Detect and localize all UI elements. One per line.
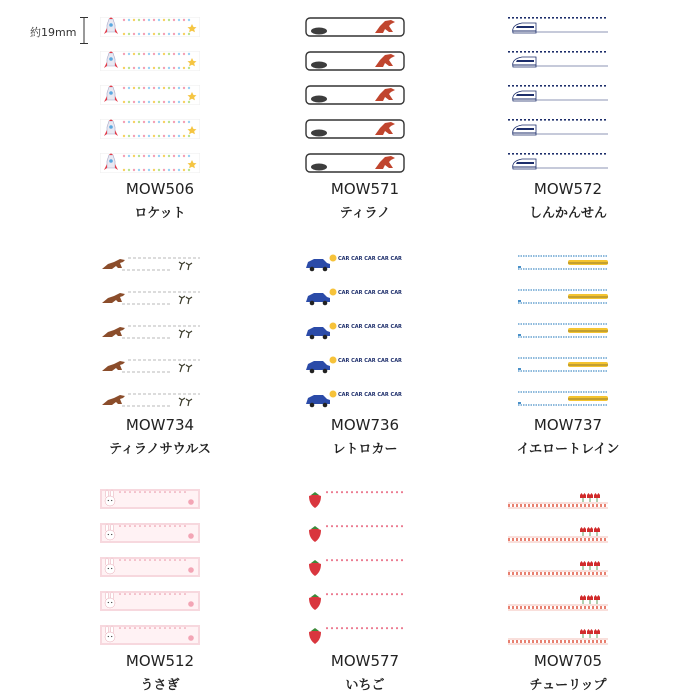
product-name: チューリップ <box>529 678 607 693</box>
name-label-sample-yellow-train <box>508 287 608 307</box>
tyranno-frame-label-icon <box>305 153 405 173</box>
product-name: イエロートレイン <box>516 442 620 457</box>
name-label-sample-rabbit <box>100 591 200 611</box>
name-label-sample-tulip <box>508 523 608 543</box>
name-label-sample-rocket <box>100 153 200 173</box>
product-code: MOW705 <box>533 652 603 670</box>
yellow-train-label-icon <box>508 389 608 409</box>
product-code: MOW506 <box>125 180 195 198</box>
name-label-sample-rocket <box>100 85 200 105</box>
retrocar-label-icon <box>305 355 405 375</box>
shinkansen-label-icon <box>508 51 608 71</box>
name-label-sample-trex-dash <box>100 253 200 273</box>
shinkansen-label-icon <box>508 17 608 37</box>
rocket-label-icon <box>100 51 200 71</box>
rocket-label-icon <box>100 17 200 37</box>
car-strip-text: CAR CAR CAR CAR CAR <box>338 392 402 398</box>
tulip-label-icon <box>508 523 608 543</box>
retrocar-label-icon <box>305 389 405 409</box>
trex-dash-label-icon <box>100 355 200 375</box>
name-label-sample-rocket <box>100 119 200 139</box>
name-label-sample-shinkansen <box>508 51 608 71</box>
tulip-label-icon <box>508 591 608 611</box>
tulip-label-icon <box>508 625 608 645</box>
car-strip-text: CAR CAR CAR CAR CAR <box>338 256 402 262</box>
name-label-sample-retrocar <box>305 321 405 341</box>
rabbit-label-icon <box>100 523 200 543</box>
product-code: MOW571 <box>330 180 400 198</box>
yellow-train-label-icon <box>508 287 608 307</box>
car-strip-text: CAR CAR CAR CAR CAR <box>338 290 402 296</box>
rabbit-label-icon <box>100 557 200 577</box>
name-label-sample-tyranno-frame <box>305 119 405 139</box>
yellow-train-label-icon <box>508 253 608 273</box>
name-label-sample-retrocar <box>305 389 405 409</box>
product-code: MOW512 <box>125 652 195 670</box>
name-label-sample-trex-dash <box>100 287 200 307</box>
trex-dash-label-icon <box>100 389 200 409</box>
name-label-sample-tyranno-frame <box>305 85 405 105</box>
name-label-sample-tyranno-frame <box>305 153 405 173</box>
name-label-sample-rocket <box>100 17 200 37</box>
strawberry-label-icon <box>305 489 405 509</box>
name-label-sample-shinkansen <box>508 85 608 105</box>
retrocar-label-icon <box>305 287 405 307</box>
name-label-sample-tulip <box>508 557 608 577</box>
name-label-sample-rabbit <box>100 523 200 543</box>
strawberry-label-icon <box>305 557 405 577</box>
product-name: レトロカー <box>332 442 398 457</box>
tulip-label-icon <box>508 557 608 577</box>
name-label-sample-tyranno-frame <box>305 51 405 71</box>
name-label-sample-rocket <box>100 51 200 71</box>
yellow-train-label-icon <box>508 355 608 375</box>
strawberry-label-icon <box>305 625 405 645</box>
rabbit-label-icon <box>100 489 200 509</box>
name-label-sample-yellow-train <box>508 389 608 409</box>
shinkansen-label-icon <box>508 119 608 139</box>
name-label-sample-shinkansen <box>508 119 608 139</box>
name-label-sample-retrocar <box>305 253 405 273</box>
trex-dash-label-icon <box>100 287 200 307</box>
tyranno-frame-label-icon <box>305 51 405 71</box>
tyranno-frame-label-icon <box>305 119 405 139</box>
size-bracket-icon <box>80 17 88 44</box>
car-strip-text: CAR CAR CAR CAR CAR <box>338 358 402 364</box>
name-label-sample-rabbit <box>100 489 200 509</box>
strawberry-label-icon <box>305 523 405 543</box>
shinkansen-label-icon <box>508 85 608 105</box>
product-name: ティラノサウルス <box>109 442 211 457</box>
product-code: MOW577 <box>330 652 400 670</box>
tulip-label-icon <box>508 489 608 509</box>
yellow-train-label-icon <box>508 321 608 341</box>
name-label-sample-yellow-train <box>508 355 608 375</box>
name-label-sample-tyranno-frame <box>305 17 405 37</box>
name-label-sample-trex-dash <box>100 321 200 341</box>
rocket-label-icon <box>100 153 200 173</box>
product-name: ロケット <box>134 206 186 221</box>
name-label-sample-strawberry <box>305 625 405 645</box>
trex-dash-label-icon <box>100 253 200 273</box>
name-label-sample-strawberry <box>305 489 405 509</box>
name-label-sample-rabbit <box>100 625 200 645</box>
tyranno-frame-label-icon <box>305 17 405 37</box>
name-label-sample-trex-dash <box>100 355 200 375</box>
rabbit-label-icon <box>100 625 200 645</box>
product-name: しんかんせん <box>528 206 607 221</box>
trex-dash-label-icon <box>100 321 200 341</box>
product-name: いちご <box>345 678 385 693</box>
name-label-sample-yellow-train <box>508 321 608 341</box>
name-label-sample-shinkansen <box>508 153 608 173</box>
retrocar-label-icon <box>305 253 405 273</box>
retrocar-label-icon <box>305 321 405 341</box>
name-label-sample-trex-dash <box>100 389 200 409</box>
name-label-sample-rabbit <box>100 557 200 577</box>
name-label-sample-retrocar <box>305 287 405 307</box>
strawberry-label-icon <box>305 591 405 611</box>
product-code: MOW736 <box>330 416 400 434</box>
name-label-sample-strawberry <box>305 523 405 543</box>
name-label-sample-tulip <box>508 591 608 611</box>
size-label: 約19mm <box>30 26 77 39</box>
name-label-sample-tulip <box>508 489 608 509</box>
shinkansen-label-icon <box>508 153 608 173</box>
name-label-sample-yellow-train <box>508 253 608 273</box>
car-strip-text: CAR CAR CAR CAR CAR <box>338 324 402 330</box>
name-label-sample-shinkansen <box>508 17 608 37</box>
name-label-sample-strawberry <box>305 557 405 577</box>
product-code: MOW572 <box>533 180 603 198</box>
rocket-label-icon <box>100 119 200 139</box>
name-label-sample-retrocar <box>305 355 405 375</box>
rocket-label-icon <box>100 85 200 105</box>
tyranno-frame-label-icon <box>305 85 405 105</box>
name-label-sample-strawberry <box>305 591 405 611</box>
rabbit-label-icon <box>100 591 200 611</box>
name-label-sample-tulip <box>508 625 608 645</box>
product-name: ティラノ <box>339 206 391 221</box>
product-code: MOW737 <box>533 416 603 434</box>
product-code: MOW734 <box>125 416 195 434</box>
product-name: うさぎ <box>140 678 180 693</box>
